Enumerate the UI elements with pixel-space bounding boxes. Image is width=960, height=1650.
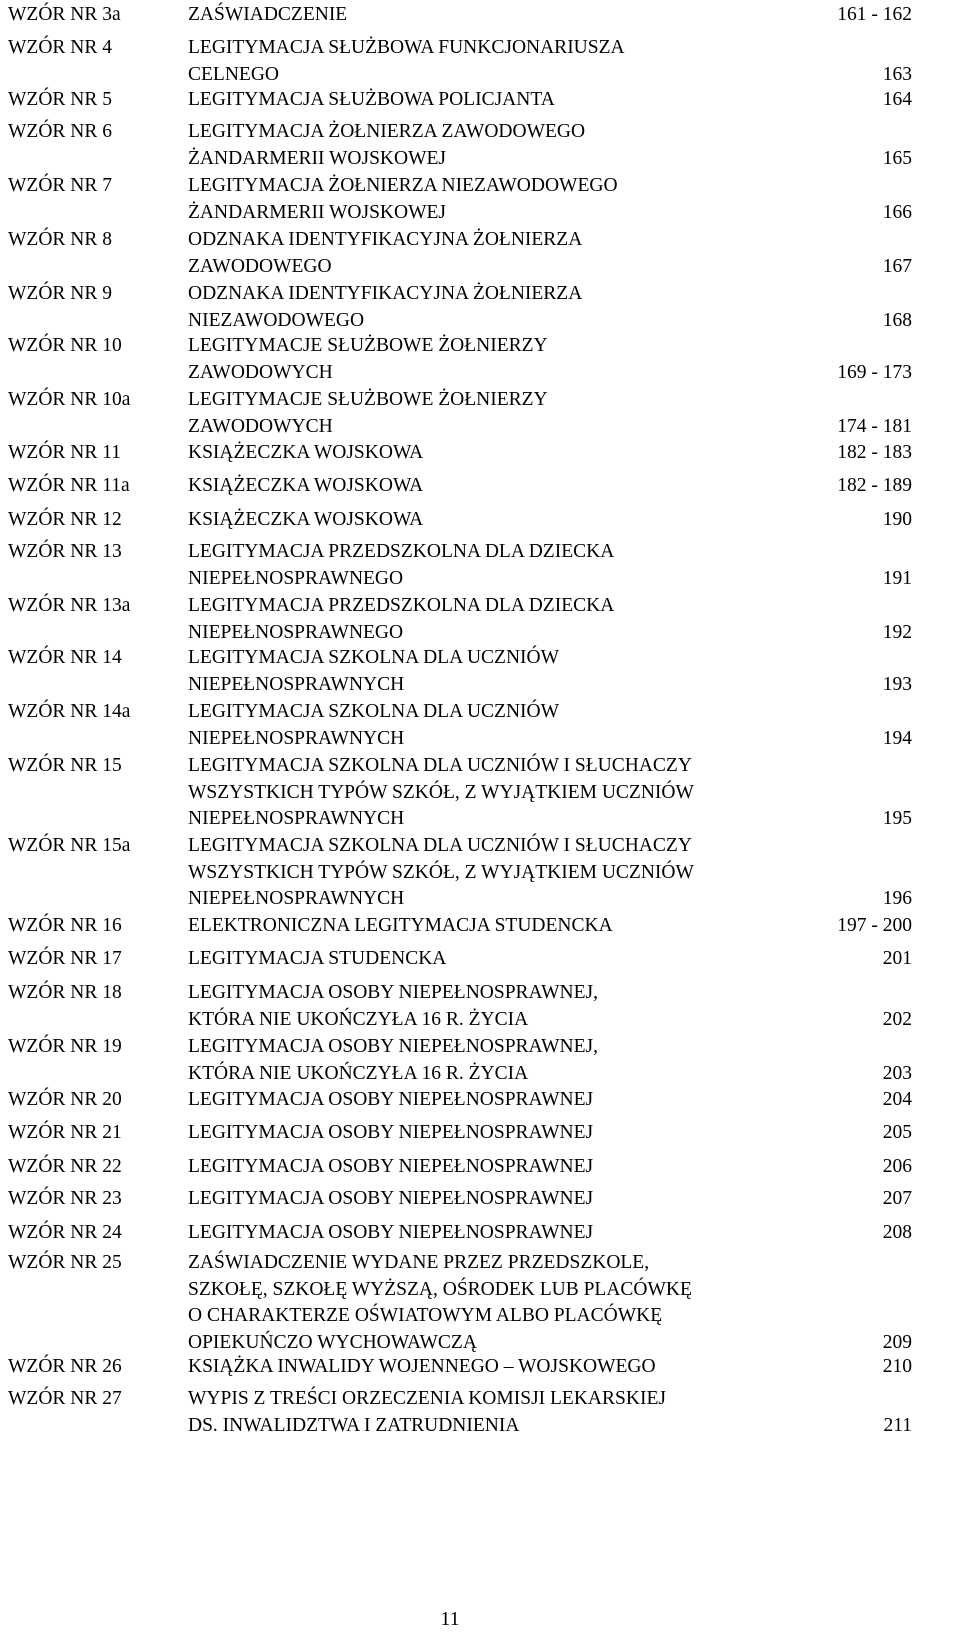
template-code: WZÓR NR 5 xyxy=(8,89,112,110)
page-reference: 197 - 200 xyxy=(837,915,912,936)
toc-entry xyxy=(8,699,912,752)
document-title-line: KTÓRA NIE UKOŃCZYŁA 16 R. ŻYCIA xyxy=(188,1062,529,1084)
template-code: WZÓR NR 27 xyxy=(8,1388,122,1409)
toc-entry xyxy=(8,980,912,1033)
document-title xyxy=(188,699,762,752)
document-title xyxy=(188,1087,762,1114)
template-code: WZÓR NR 15a xyxy=(8,835,131,856)
document-title-line: LEGITYMACJA OSOBY NIEPEŁNOSPRAWNEJ xyxy=(188,1156,594,1177)
page-reference: 196 xyxy=(882,888,912,909)
document-title xyxy=(188,1354,762,1381)
document-title-line: LEGITYMACJA OSOBY NIEPEŁNOSPRAWNEJ xyxy=(188,1222,594,1243)
toc-entry xyxy=(8,281,912,334)
toc-entry xyxy=(8,173,912,226)
template-code: WZÓR NR 26 xyxy=(8,1356,122,1377)
document-title-line: LEGITYMACJA STUDENCKA xyxy=(188,948,447,969)
page-reference: 209 xyxy=(882,1331,912,1353)
toc-entry xyxy=(8,1386,912,1439)
document-title-line: LEGITYMACJA PRZEDSZKOLNA DLA DZIECKA xyxy=(188,541,615,562)
template-code: WZÓR NR 24 xyxy=(8,1222,122,1243)
document-title xyxy=(188,333,762,386)
document-title-line: WYPIS Z TREŚCI ORZECZENIA KOMISJI LEKARSKIEJ xyxy=(188,1388,666,1409)
document-title-line: ZAWODOWEGO xyxy=(188,255,332,277)
toc-entry xyxy=(8,387,912,440)
template-code: WZÓR NR 10 xyxy=(8,335,122,356)
toc-entry xyxy=(8,333,912,386)
page-reference: 204 xyxy=(882,1089,912,1110)
document-title-line: O CHARAKTERZE OŚWIATOWYM ALBO PLACÓWKĘ xyxy=(188,1305,663,1326)
page-reference: 201 xyxy=(882,948,912,969)
document-title-line: ODZNAKA IDENTYFIKACYJNA ŻOŁNIERZA xyxy=(188,283,583,304)
document-title xyxy=(188,473,762,500)
document-title-line: WSZYSTKICH TYPÓW SZKÓŁ, Z WYJĄTKIEM UCZNIÓW xyxy=(188,781,694,803)
document-title xyxy=(188,1250,762,1356)
document-title xyxy=(188,1386,762,1439)
document-title-line: ELEKTRONICZNA LEGITYMACJA STUDENCKA xyxy=(188,915,613,936)
document-title xyxy=(188,753,762,833)
template-code: WZÓR NR 20 xyxy=(8,1089,122,1110)
document-title-line: LEGITYMACJA SZKOLNA DLA UCZNIÓW I SŁUCHACZY xyxy=(188,835,692,856)
toc-entry xyxy=(8,227,912,280)
document-title-line: LEGITYMACJE SŁUŻBOWE ŻOŁNIERZY xyxy=(188,389,548,410)
page-reference: 169 - 173 xyxy=(837,361,912,383)
template-code: WZÓR NR 7 xyxy=(8,175,112,196)
document-title-line: NIEPEŁNOSPRAWNYCH xyxy=(188,673,405,695)
template-code: WZÓR NR 23 xyxy=(8,1188,122,1209)
document-title-line: OPIEKUŃCZO WYCHOWAWCZĄ xyxy=(188,1331,477,1353)
document-title-line: LEGITYMACJA OSOBY NIEPEŁNOSPRAWNEJ, xyxy=(188,982,598,1003)
template-code: WZÓR NR 6 xyxy=(8,121,112,142)
page-reference: 205 xyxy=(882,1122,912,1143)
document-title xyxy=(188,1034,762,1087)
page-reference: 207 xyxy=(882,1188,912,1209)
document-title xyxy=(188,1154,762,1181)
page-reference: 208 xyxy=(882,1222,912,1243)
document-title-line: NIEPEŁNOSPRAWNYCH xyxy=(188,888,405,909)
document-title-line: LEGITYMACJA SŁUŻBOWA POLICJANTA xyxy=(188,89,555,110)
template-code: WZÓR NR 10a xyxy=(8,389,131,410)
document-title xyxy=(188,645,762,698)
toc-entry xyxy=(8,473,912,500)
document-title-line: LEGITYMACJA OSOBY NIEPEŁNOSPRAWNEJ xyxy=(188,1122,594,1143)
document-title-line: DS. INWALIDZTWA I ZATRUDNIENIA xyxy=(188,1414,520,1436)
page-reference: 206 xyxy=(882,1156,912,1177)
template-code: WZÓR NR 19 xyxy=(8,1036,122,1057)
document-title xyxy=(188,227,762,280)
toc-entry xyxy=(8,1087,912,1114)
document-title xyxy=(188,946,762,973)
toc-entry xyxy=(8,35,912,88)
toc-entry xyxy=(8,1034,912,1087)
page-reference: 192 xyxy=(882,621,912,643)
page-reference: 191 xyxy=(882,567,912,589)
toc-entry xyxy=(8,87,912,114)
page-number: 11 xyxy=(440,1608,460,1630)
toc-entry xyxy=(8,440,912,467)
document-title xyxy=(188,507,762,534)
document-title-line: NIEPEŁNOSPRAWNEGO xyxy=(188,567,404,589)
document-title-line: ŻANDARMERII WOJSKOWEJ xyxy=(188,147,447,169)
page-reference: 194 xyxy=(882,727,912,749)
toc-entry xyxy=(8,833,912,913)
template-code: WZÓR NR 13 xyxy=(8,541,122,562)
toc-entry xyxy=(8,539,912,592)
template-code: WZÓR NR 13a xyxy=(8,595,131,616)
page-reference: 211 xyxy=(883,1414,912,1436)
document-title-line: KSIĄŻECZKA WOJSKOWA xyxy=(188,475,424,496)
toc-entry xyxy=(8,2,912,29)
template-code: WZÓR NR 8 xyxy=(8,229,112,250)
template-code: WZÓR NR 18 xyxy=(8,982,122,1003)
page-reference: 174 - 181 xyxy=(837,415,912,437)
toc-entry xyxy=(8,946,912,973)
document-title-line: CELNEGO xyxy=(188,63,279,85)
document-title-line: ZAŚWIADCZENIE xyxy=(188,4,348,25)
document-title-line: WSZYSTKICH TYPÓW SZKÓŁ, Z WYJĄTKIEM UCZNIÓW xyxy=(188,861,694,883)
page-reference: 168 xyxy=(882,309,912,331)
page-reference: 161 - 162 xyxy=(837,4,912,25)
document-title-line: KSIĄŻECZKA WOJSKOWA xyxy=(188,442,424,463)
template-code: WZÓR NR 22 xyxy=(8,1156,122,1177)
page-reference: 164 xyxy=(882,89,912,110)
page-reference: 203 xyxy=(882,1062,912,1084)
page-reference: 166 xyxy=(882,201,912,223)
document-title xyxy=(188,980,762,1033)
page-reference: 167 xyxy=(882,255,912,277)
document-title xyxy=(188,119,762,172)
template-code: WZÓR NR 11a xyxy=(8,475,130,496)
document-title-line: ŻANDARMERII WOJSKOWEJ xyxy=(188,201,447,223)
template-code: WZÓR NR 9 xyxy=(8,283,112,304)
document-title-line: LEGITYMACJA SZKOLNA DLA UCZNIÓW xyxy=(188,701,560,722)
document-title-line: ODZNAKA IDENTYFIKACYJNA ŻOŁNIERZA xyxy=(188,229,583,250)
document-title xyxy=(188,281,762,334)
document-title-line: NIEZAWODOWEGO xyxy=(188,309,365,331)
page-reference: 165 xyxy=(882,147,912,169)
document-title-line: KTÓRA NIE UKOŃCZYŁA 16 R. ŻYCIA xyxy=(188,1008,529,1030)
page-reference: 193 xyxy=(882,673,912,695)
document-title xyxy=(188,1220,762,1247)
document-title xyxy=(188,913,762,940)
document-title-line: SZKOŁĘ, SZKOŁĘ WYŻSZĄ, OŚRODEK LUB PLACÓWKĘ xyxy=(188,1278,692,1300)
template-code: WZÓR NR 25 xyxy=(8,1252,122,1273)
toc-entry xyxy=(8,645,912,698)
document-title-line: LEGITYMACJA OSOBY NIEPEŁNOSPRAWNEJ xyxy=(188,1188,594,1209)
page-reference: 202 xyxy=(882,1008,912,1030)
document-title-line: LEGITYMACJA OSOBY NIEPEŁNOSPRAWNEJ, xyxy=(188,1036,598,1057)
template-code: WZÓR NR 14 xyxy=(8,647,122,668)
document-title-line: LEGITYMACJA SŁUŻBOWA FUNKCJONARIUSZA xyxy=(188,37,625,58)
document-title-line: LEGITYMACJA PRZEDSZKOLNA DLA DZIECKA xyxy=(188,595,615,616)
toc-entry xyxy=(8,913,912,940)
document-title-line: NIEPEŁNOSPRAWNYCH xyxy=(188,808,405,829)
template-code: WZÓR NR 16 xyxy=(8,915,122,936)
document-title xyxy=(188,833,762,913)
template-code: WZÓR NR 21 xyxy=(8,1122,122,1143)
document-title-line: LEGITYMACJA ŻOŁNIERZA ZAWODOWEGO xyxy=(188,121,586,142)
toc-entry xyxy=(8,507,912,534)
document-title xyxy=(188,173,762,226)
template-code: WZÓR NR 3a xyxy=(8,4,121,25)
document-title-line: ZAWODOWYCH xyxy=(188,361,333,383)
toc-entry xyxy=(8,1186,912,1213)
template-code: WZÓR NR 15 xyxy=(8,755,122,776)
page-reference: 163 xyxy=(882,63,912,85)
toc-entry xyxy=(8,593,912,646)
toc-entry xyxy=(8,753,912,833)
document-title-line: KSIĄŻKA INWALIDY WOJENNEGO – WOJSKOWEGO xyxy=(188,1356,656,1377)
page-reference: 182 - 183 xyxy=(837,442,912,463)
page-reference: 190 xyxy=(882,509,912,530)
document-title xyxy=(188,1120,762,1147)
document-title xyxy=(188,440,762,467)
toc-entry xyxy=(8,1120,912,1147)
document-title-line: ZAŚWIADCZENIE WYDANE PRZEZ PRZEDSZKOLE, xyxy=(188,1252,650,1273)
document-title xyxy=(188,1186,762,1213)
document-title xyxy=(188,593,762,646)
document-title-line: LEGITYMACJA SZKOLNA DLA UCZNIÓW I SŁUCHACZY xyxy=(188,755,692,776)
document-title-line: ZAWODOWYCH xyxy=(188,415,333,437)
document-title-line: LEGITYMACJE SŁUŻBOWE ŻOŁNIERZY xyxy=(188,335,548,356)
document-title xyxy=(188,387,762,440)
toc-entry xyxy=(8,1250,912,1356)
document-title xyxy=(188,539,762,592)
toc-entry xyxy=(8,119,912,172)
toc-entry xyxy=(8,1220,912,1247)
template-code: WZÓR NR 14a xyxy=(8,701,131,722)
template-code: WZÓR NR 17 xyxy=(8,948,122,969)
document-title xyxy=(188,35,762,88)
document-title xyxy=(188,87,762,114)
template-code: WZÓR NR 12 xyxy=(8,509,122,530)
document-title-line: LEGITYMACJA SZKOLNA DLA UCZNIÓW xyxy=(188,647,560,668)
document-title-line: KSIĄŻECZKA WOJSKOWA xyxy=(188,509,424,530)
document-title-line: NIEPEŁNOSPRAWNYCH xyxy=(188,727,405,749)
document-title-line: LEGITYMACJA ŻOŁNIERZA NIEZAWODOWEGO xyxy=(188,175,618,196)
document-title xyxy=(188,2,762,29)
template-code: WZÓR NR 4 xyxy=(8,37,112,58)
toc-entry xyxy=(8,1154,912,1181)
document-title-line: NIEPEŁNOSPRAWNEGO xyxy=(188,621,404,643)
page-reference: 182 - 189 xyxy=(837,475,912,496)
template-code: WZÓR NR 11 xyxy=(8,442,122,463)
page-reference: 195 xyxy=(882,808,912,829)
toc-entry xyxy=(8,1354,912,1381)
document-title-line: LEGITYMACJA OSOBY NIEPEŁNOSPRAWNEJ xyxy=(188,1089,594,1110)
page-reference: 210 xyxy=(882,1356,912,1377)
